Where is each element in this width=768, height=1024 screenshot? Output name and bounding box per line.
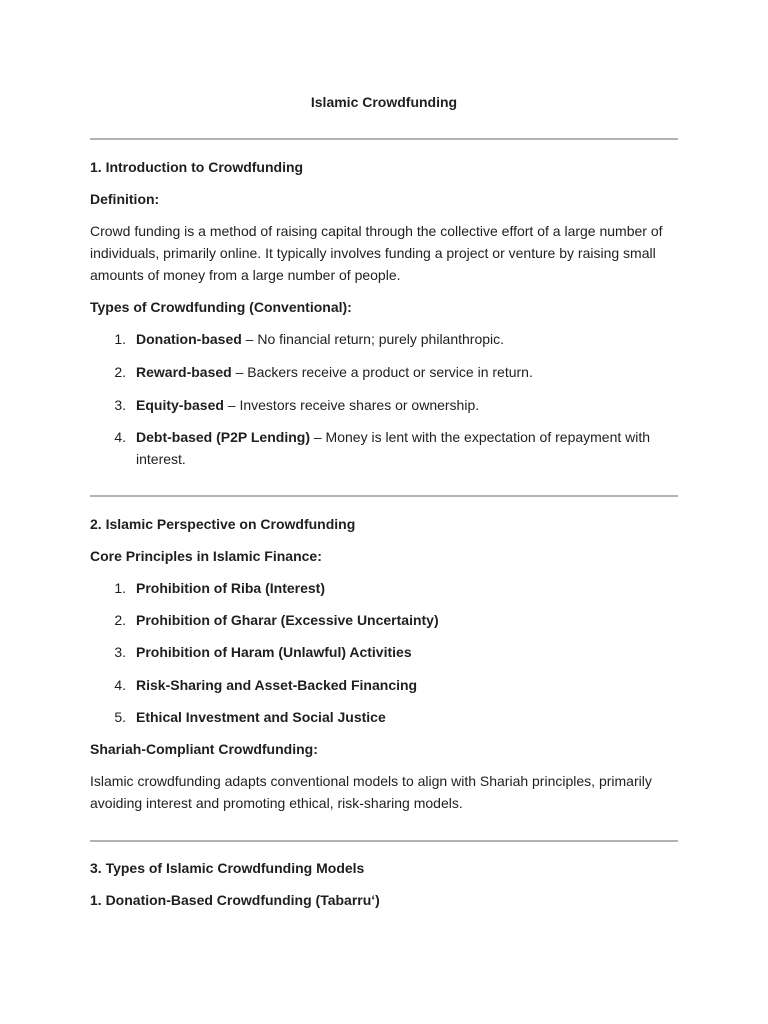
list-item — [110, 394, 680, 416]
list-term: Donation-based — [136, 331, 242, 347]
list-term: Prohibition of Haram (Unlawful) Activities — [136, 644, 412, 660]
list-description: – Backers receive a product or service in return. — [231, 364, 533, 380]
section-heading: 2. Islamic Perspective on Crowdfunding — [90, 516, 356, 532]
list-term: Ethical Investment and Social Justice — [136, 709, 386, 725]
list-description: – Money is lent with the expectation of repayment with interest. — [136, 429, 651, 467]
list-item — [110, 609, 680, 631]
list-description: – No financial return; purely philanthropic. — [241, 331, 505, 347]
list-item — [110, 706, 680, 728]
section-heading: 3. Types of Islamic Crowdfunding Models — [90, 860, 365, 876]
document-title: Islamic Crowdfunding — [310, 94, 458, 110]
compliant-text: Islamic crowdfunding adapts conventional models to align with Shariah principles, primarily avoiding interest and promoting ethical, risk-sharing models. — [90, 773, 652, 811]
list-item — [110, 426, 680, 470]
compliant-label: Shariah-Compliant Crowdfunding: — [90, 741, 318, 757]
list-number: 3. — [114, 644, 126, 660]
list-number: 1. — [114, 580, 126, 596]
definition-label: Definition: — [90, 191, 160, 207]
list-number: 5. — [114, 709, 126, 725]
list-term: Prohibition of Gharar (Excessive Uncertainty) — [136, 612, 439, 628]
horizontal-rule — [90, 495, 678, 497]
list-item — [110, 361, 680, 383]
list-item — [110, 328, 680, 350]
list-number: 1. — [114, 331, 126, 347]
principles-label: Core Principles in Islamic Finance: — [90, 548, 322, 564]
list-item — [110, 674, 680, 696]
list-item — [110, 641, 680, 663]
definition-text: Crowd funding is a method of raising capital through the collective effort of a large number of individuals, primarily online. It typically involves funding a project or venture by raising small amounts of money from a large number of people. — [90, 223, 663, 283]
list-item — [110, 577, 680, 599]
types-label: Types of Crowdfunding (Conventional): — [90, 299, 352, 315]
subsection-heading: 1. Donation-Based Crowdfunding (Tabarru‘) — [90, 892, 380, 908]
list-term: Prohibition of Riba (Interest) — [136, 580, 325, 596]
list-term: Risk-Sharing and Asset-Backed Financing — [136, 677, 418, 693]
list-number: 2. — [114, 364, 126, 380]
list-term: Debt-based (P2P Lending) — [136, 429, 310, 445]
list-term: Reward-based — [136, 364, 232, 380]
list-description: – Investors receive shares or ownership. — [223, 397, 480, 413]
list-number: 3. — [114, 397, 126, 413]
list-term: Equity-based — [136, 397, 224, 413]
horizontal-rule — [90, 840, 678, 842]
list-number: 4. — [114, 677, 126, 693]
horizontal-rule — [90, 138, 678, 140]
list-number: 4. — [114, 429, 126, 445]
section-heading: 1. Introduction to Crowdfunding — [90, 159, 304, 175]
list-number: 2. — [114, 612, 126, 628]
